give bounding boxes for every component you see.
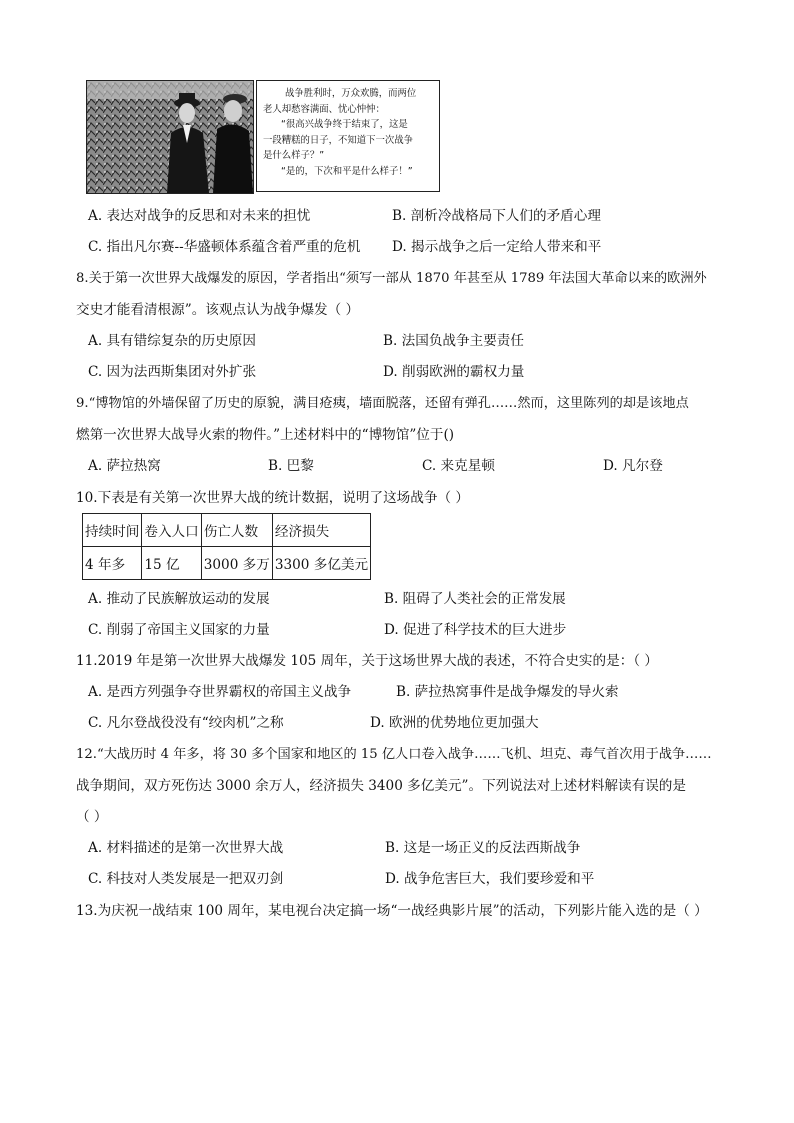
table-cell: 3300 多亿美元 [272, 547, 370, 580]
q8-option-b: B. 法国负战争主要责任 [383, 333, 524, 349]
caption-line: 一段糟糕的日子，不知道下一次战争 [263, 134, 414, 146]
q12-stem-line2: 战争期间，双方死伤达 3000 余万人，经济损失 3400 多亿美元”。下列说法对上述材料解读有误的是 [76, 778, 686, 794]
q10-option-d: D. 促进了科学技术的巨大进步 [384, 622, 567, 638]
caption-line: 老人却愁容满面、忧心忡忡： [263, 103, 385, 115]
q9-stem-line2: 燃第一次世界大战导火索的物件。”上述材料中的“博物馆”位于() [76, 427, 455, 443]
historical-photo [86, 80, 254, 194]
q12-option-a: A. 材料描述的是第一次世界大战 [88, 840, 284, 856]
q12-stem-line1: 12.“大战历时 4 年多，将 30 多个国家和地区的 15 亿人口卷入战争……飞机、坦克、毒气首次用于战争…… [76, 747, 712, 762]
q7-option-b: B. 剖析冷战格局下人们的矛盾心理 [392, 208, 601, 224]
q9-stem-line1: 9.“博物馆的外墙保留了历史的原貌，满目疮痍，墙面脱落，还留有弹孔……然而，这里陈列的却是该地点 [76, 396, 689, 411]
caption-line: 战争胜利时，万众欢腾，而两位 [285, 88, 417, 99]
q12-option-b: B. 这是一场正义的反法西斯战争 [385, 840, 581, 856]
table-cell: 3000 多万 [201, 547, 272, 580]
q9-option-a: A. 萨拉热窝 [88, 458, 161, 474]
q9-option-b: B. 巴黎 [268, 458, 314, 474]
table-cell: 15 亿 [142, 547, 201, 580]
q12-stem-line3: （ ） [76, 809, 108, 825]
table-header-cell: 持续时间 [83, 514, 142, 547]
q8-option-a: A. 具有错综复杂的历史原因 [88, 333, 256, 349]
table-row [83, 547, 371, 580]
table-header-cell: 卷入人口 [142, 514, 201, 547]
q13-stem: 13.为庆祝一战结束 100 周年，某电视台决定搞一场“一战经典影片展”的活动，下列影片能入选的是（ ） [76, 903, 708, 919]
q7-option-d: D. 揭示战争之后一定给人带来和平 [392, 239, 602, 255]
q12-option-d: D. 战争危害巨大，我们要珍爱和平 [385, 871, 595, 887]
q8-option-c: C. 因为法西斯集团对外扩张 [88, 364, 257, 380]
q9-option-c: C. 来克星顿 [422, 458, 495, 474]
q8-option-d: D. 削弱欧洲的霸权力量 [383, 364, 525, 380]
q11-option-a: A. 是西方列强争夺世界霸权的帝国主义战争 [88, 684, 352, 700]
q10-option-c: C. 削弱了帝国主义国家的力量 [88, 622, 270, 638]
table-cell: 4 年多 [83, 547, 142, 580]
caption-line: “很高兴战争终于结束了，这是 [281, 119, 408, 131]
q10-stem: 10.下表是有关第一次世界大战的统计数据，说明了这场战争（ ） [76, 490, 469, 506]
q7-option-c: C. 指出凡尔赛--华盛顿体系蕴含着严重的危机 [88, 239, 361, 255]
q8-stem-line1: 8.关于第一次世界大战爆发的原因，学者指出“须写一部从 1870 年甚至从 1789 年法国大革命以来的欧洲外 [76, 271, 707, 286]
q12-option-c: C. 科技对人类发展是一把双刃剑 [88, 871, 284, 887]
q11-stem: 11.2019 年是第一次世界大战爆发 105 周年，关于这场世界大战的表述，不符合史实的是：（ ） [76, 653, 659, 669]
table-header-cell: 经济损失 [272, 514, 370, 547]
q8-stem-line2: 交史才能看清根源”。该观点认为战争爆发（ ） [76, 302, 360, 318]
photo-caption [256, 80, 440, 192]
war-statistics-table [82, 513, 371, 580]
q10-option-b: B. 阻碍了人类社会的正常发展 [384, 591, 566, 607]
q11-option-c: C. 凡尔登战役没有“绞肉机”之称 [88, 715, 284, 731]
caption-line: “是的，下次和平是什么样子！” [281, 165, 413, 177]
q9-option-d: D. 凡尔登 [603, 458, 663, 474]
q10-option-a: A. 推动了民族解放运动的发展 [88, 591, 270, 607]
table-header-cell: 伤亡人数 [201, 514, 272, 547]
caption-line: 是什么样子？” [263, 150, 325, 162]
q7-option-a: A. 表达对战争的反思和对未来的担忧 [88, 208, 311, 224]
q11-option-d: D. 欧洲的优势地位更加强大 [370, 715, 539, 731]
photo-image [87, 81, 253, 193]
table-header-row [83, 514, 371, 547]
q11-option-b: B. 萨拉热窝事件是战争爆发的导火索 [396, 684, 619, 700]
